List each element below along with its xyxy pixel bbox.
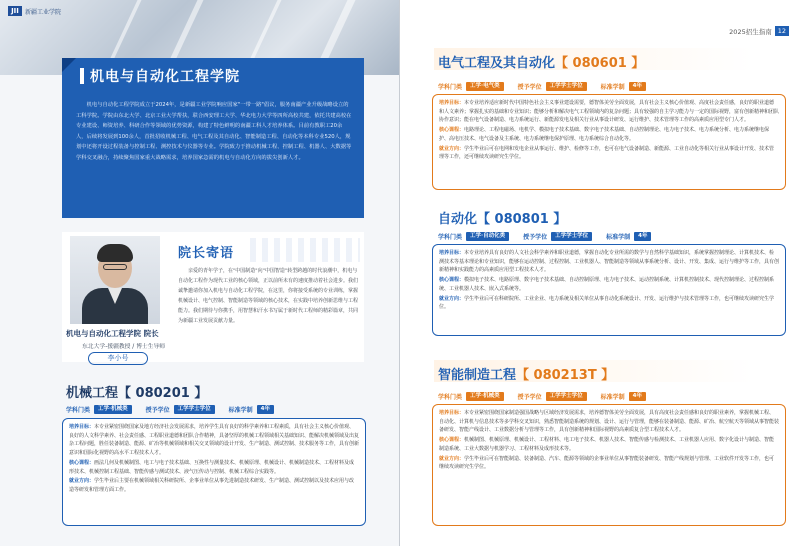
page-number: 12: [775, 26, 789, 36]
program-meta-mechanical: 学科门类 工学·机械类 授予学位 工学学士学位 标准学制 4年: [66, 405, 274, 414]
college-description: 机电与自动化工程学院成立于2024年，是新疆工业学院响应国家"一带一路"倡议，服务南疆产业升级战略设立的工科学院。学院由东北大学、北京工业大学帮扶，联合西安理工大学、华北电力大学等四所高校共建，依托共建高校在专业建设、师资培养、科研合作等领域的优势资源，构建了特色鲜明的南疆工科人才培养体系。目前有教职工20余人，后续将发展到100余人，首批招收机械工程、电气工程及其自动化、智能制造工程、自动化等本科专业520人，规划中还将开设过程装备与控制工程、测控技术与仪器等专业。学院致力于推动机械工程、控制工程、机器人、大数据等学科交叉融合，持续聚焦国家重大战略需求，培养国家急需的机电与自动化方向的拔尖创新人才。: [76, 102, 352, 161]
program-meta-electrical: 学科门类 工学·电气类 授予学位 工学学士学位 标准学制 4年: [438, 82, 646, 91]
message-title: 院长寄语: [178, 246, 235, 261]
program-box-automation: 培养目标：本专业培养具有良好的人文社会科学素养和职业道德，掌握自动化专业所需的数学与自然科学基础知识，系统掌握控制理论、计算机技术、检测技术等基本理论和专业知识，能够在运动控制、过程控制、工业机器人、智能制造等领域从事系统分析、设计、开发、集成、运行与维护等工作，具有创新精神和实践能力的高素质应用型工程技术人才。 核心课程：模拟电子技术、电路原理、数字电子技术基础、自动控制原理、电力电子技术、运动控制系统、计算机控制技术、现代控制理论、过程控制系统、工业机器人技术、嵌入式系统等。 就业方向：学生毕业后可在科研院所、工业企业、电力系统及相关单位从事自动化系统设计、开发、运行维护与技术管理等工作，也可继续攻读研究生学位。: [432, 244, 786, 336]
degree-badge: 工学学士学位: [174, 405, 215, 414]
page-header: 2025招生指南 12: [729, 26, 789, 36]
program-title-electrical: 电气工程及其自动化【 080601 】: [438, 56, 645, 71]
message-decoration: [250, 238, 360, 262]
school-logo: [8, 6, 61, 16]
dean-photo: [70, 236, 160, 324]
program-box-mechanical: 培养目标：本专业紧密围绕国家及地方经济社会发展需求，培养学生具有良好的科学素养和工程素质，具有社会主义核心价值观、良好的人文科学素养、社会责任感、工程职业道德和团队合作精神，具备坚厚的机械工程领域相关基础知识、能解决机械领域及出复杂工程问题，胜任装备制造、能源、矿冶等机械领域和相关交叉领域的设计开发、生产制造、测试控制、技术服务等工作，具有创新意识和国际化视野的高水平工程技术人才。 核心课程：画法几何及机械制图、电工与电子技术基础、互换性与测量技术、机械原理、机械设计、机械制造技术、工程材料及成形技术、机械控制工程基础、智能传感与测试技术、液气压传动与控制、机械工程综合实践等。 就业方向：学生毕业后主要在机械领域相关科研院所、企事业单位从事先进制造技术研发、生产制造、测试控制以及技术应用与改造等研发和管理方面工作。: [62, 418, 366, 526]
logo-text: 新疆工业学院: [25, 8, 62, 16]
program-title-intelligent-manufacturing: 智能制造工程【 080213T 】: [438, 368, 615, 383]
college-title: 机电与自动化工程学院: [90, 69, 240, 85]
right-page: [400, 0, 799, 546]
program-box-electrical: 培养目标：本专业培养适应新时代中国特色社会主义事业建设需要，德智体美劳全面发展，具有社会主义核心价值观、高度社会责任感，良好的职业道德和人文素养；掌握扎实的基础和专业知识；能够分析和解决电气工程领域内的复杂问题；具有较强的自主学习能力与一定的国际视野，富有创新精神和团队协作意识；能在电气设备制造、电力系统运行、新能源发电及相关行业从事设计研发、运行维护、技术管理等工作的高素质应用型专门人才。 核心课程：电路理论、工程电磁场、电机学、模拟电子技术基础、数字电子技术基础、自动控制理论、电力电子技术、电力系统分析、电力系统继电保护、高电压技术、电气设备及主系统、电力系统继电保护原理、电力系统综合自动化等。 就业方向：学生毕业后可在电网和发电企业从事运行、维护、检修等工作，也可在电气设备制造、新能源、工业自动化等相关行业从事设计开发、技术管理等工作，还可继续攻读研究生学位。: [432, 94, 786, 190]
category-badge: 工学·机械类: [94, 405, 132, 414]
left-page: [0, 0, 399, 546]
title-bar-icon: [80, 68, 84, 84]
dean-message: 亲爱的青年学子，在"中国制造"向"中国智造"转型跨越的时代浪潮中，机电与自动化工程作为现代工业的核心领域，正以前所未有的速度推动着社会进步。我们诚挚邀请你加入机电与自动化工程学院，在这里，你将接受系统的专业训练，掌握机械设计、电气控制、智能制造等领域的核心技术，在实践中培养创新思维与工程能力。我们期待与你携手，用智慧和汗水书写属于新时代工程师的精彩篇章，共同为新疆工业发展贡献力量。: [178, 268, 359, 324]
program-title-automation: 自动化【 080801 】: [438, 212, 567, 227]
logo-icon: JII: [8, 6, 22, 16]
duration-badge: 4年: [257, 405, 274, 414]
college-corner-decoration: [62, 58, 76, 72]
program-title-mechanical: 机械工程【 080201 】: [66, 386, 208, 401]
program-meta-automation: 学科门类 工学·自动化类 授予学位 工学学士学位 标准学制 4年: [438, 232, 651, 241]
program-meta-intelligent-manufacturing: 学科门类 工学·机械类 授予学位 工学学士学位 标准学制 4年: [438, 392, 646, 401]
dean-affiliation: 东北大学-援疆教授 / 博士生导师: [82, 344, 166, 350]
program-box-intelligent-manufacturing: 培养目标：本专业紧密围绕国家制造强国战略与区域经济发展需求，培养德智体美劳全面发展，具有高度社会责任感和良好的职业素养，掌握机械工程、自动化、计算机与信息技术等多学科交叉知识，熟悉智能制造系统的规划、设计、运行与管理，能够在装备制造、能源、矿冶、航空航天等领域从事智能装备研发、智能产线设计、工业数据分析与管理等工作，具有创新精神和国际视野的高素质复合型工程技术人才。 核心课程：机械制图、机械原理、机械设计、工程材料、电工电子技术、机器人技术、智能传感与检测技术、工业机器人应用、数字化设计与制造、智能制造系统、工业大数据与机器学习、工程材料及成形技术等。 就业方向：学生毕业后可在智能制造、装备制造、汽车、能源等领域的企事业单位从事智能装备研发、智能产线规划与管理、工业软件开发等工作，也可继续攻读研究生学位。: [432, 404, 786, 526]
dean-role: 机电与自动化工程学院 院长: [66, 329, 159, 338]
dean-name: 李小号: [88, 352, 148, 365]
